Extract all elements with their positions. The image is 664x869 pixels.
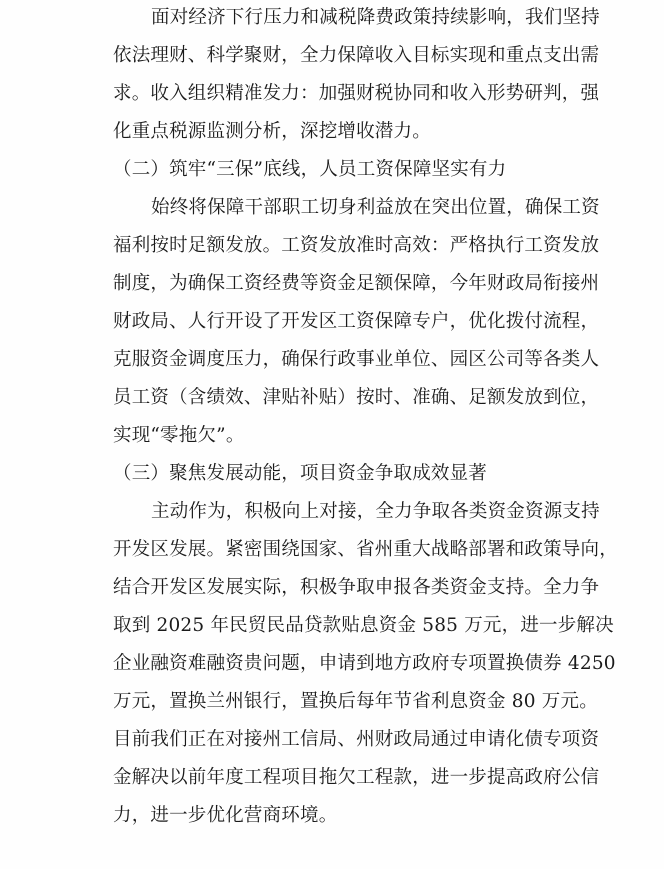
paragraph-line: 力，进一步优化营商环境。 [113,805,338,826]
paragraph-line: 制度，为确保工资经费等资金足额保障，今年财政局衔接州 [113,273,600,294]
paragraph-line: 结合开发区发展实际，积极争取申报各类资金支持。全力争 [113,577,600,598]
section-heading: （二）筑牢“三保”底线，人员工资保障坚实有力 [113,159,507,180]
paragraph-line: 员工资（含绩效、津贴补贴）按时、准确、足额发放到位， [113,387,600,408]
paragraph-line: 主动作为，积极向上对接，全力争取各类资金资源支持 [151,501,600,522]
paragraph-line: 化重点税源监测分析，深挖增收潜力。 [113,121,431,142]
paragraph-line: 克服资金调度压力，确保行政事业单位、园区公司等各类人 [113,349,600,370]
paragraph-line: 求。收入组织精准发力：加强财税协同和收入形势研判，强 [113,83,600,104]
paragraph-line: 始终将保障干部职工切身利益放在突出位置，确保工资 [151,197,600,218]
paragraph-line: 面对经济下行压力和减税降费政策持续影响，我们坚持 [151,7,600,28]
paragraph-line: 目前我们正在对接州工信局、州财政局通过申请化债专项资 [113,729,600,750]
paragraph-line: 财政局、人行开设了开发区工资保障专户，优化拨付流程， [113,311,600,332]
paragraph-line: 实现“零拖欠”。 [113,425,245,446]
paragraph-line: 依法理财、科学聚财，全力保障收入目标实现和重点支出需 [113,45,600,66]
section-heading: （三）聚焦发展动能，项目资金争取成效显著 [113,463,488,484]
paragraph-line: 福利按时足额发放。工资发放准时高效：严格执行工资发放 [113,235,600,256]
paragraph-line: 万元，置换兰州银行，置换后每年节省利息资金 80 万元。 [113,691,598,712]
paragraph-line: 取到 2025 年民贸民品贷款贴息资金 585 万元，进一步解决 [113,615,614,636]
paragraph-line: 企业融资难融资贵问题，申请到地方政府专项置换债券 4250 [113,653,616,674]
paragraph-line: 开发区发展。紧密围绕国家、省州重大战略部署和政策导向， [113,539,618,560]
paragraph-line: 金解决以前年度工程项目拖欠工程款，进一步提高政府公信 [113,767,600,788]
